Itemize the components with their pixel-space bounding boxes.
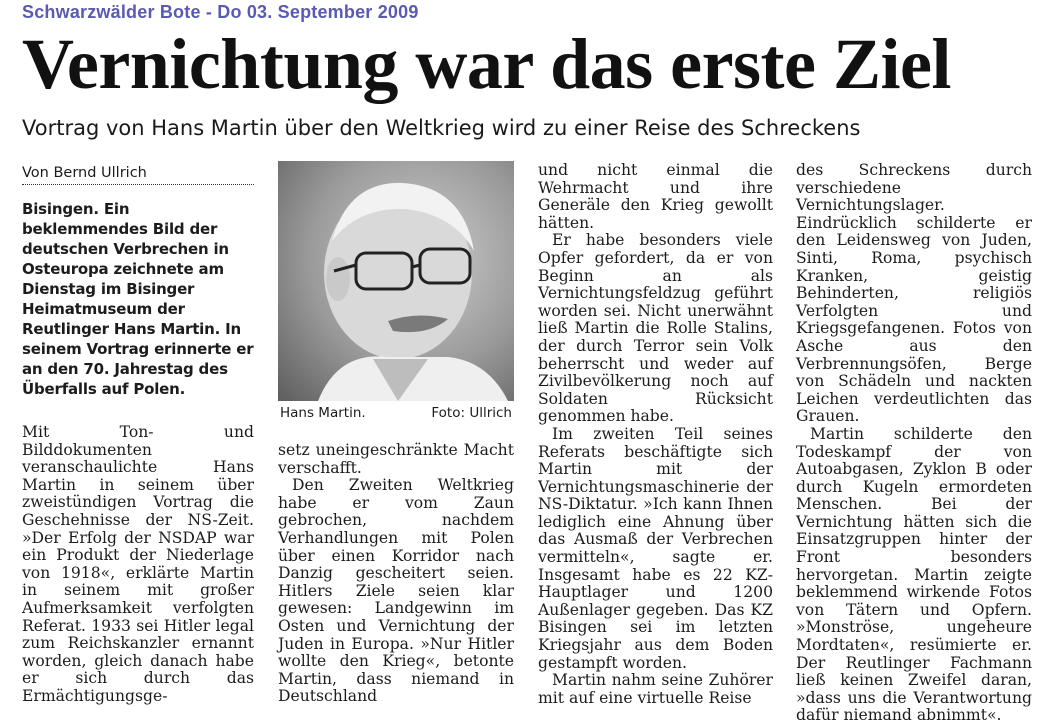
- caption-name: Hans Martin.: [280, 405, 366, 421]
- portrait-photo: [278, 161, 514, 401]
- byline: Von Bernd Ullrich: [22, 164, 254, 185]
- headline: Vernichtung war das erste Ziel: [22, 24, 951, 104]
- column-paragraph: Martin nahm seine Zuhörer mit auf eine virtuelle Reise: [538, 671, 773, 707]
- source-line: Schwarzwälder Bote - Do 03. September 2009: [22, 2, 419, 22]
- column-paragraph: setz uneingeschränkte Macht verschafft.: [278, 441, 514, 477]
- article-column-3: [538, 162, 773, 707]
- photo-caption: [280, 404, 512, 422]
- column-paragraph: des Schreckens durch verschiedene Vernichtungslager. Eindrücklich schilderte er den Leidensweg von Juden, Sinti, Roma, psychisch Kranken, geistig Behinderten, religiös Verfolgten und Kriegsgefangenen. Fotos von Asche aus den Verbrennungsöfen, Berge von Schädeln und nackten Leichen verdeutlichten das Grauen.: [796, 161, 1032, 426]
- column-paragraph: Martin schilderte den Todeskampf der von Autoabgasen, Zyklon B oder durch Kugeln ermordeten Menschen. Bei der Vernichtung hätten sich die Einsatzgruppen hinter der Front besonders hervorgetan. Martin zeigte beklemmend wirkende Fotos von Tätern und Opfern. »Monströse, ungeheure Mordtaten«, resümierte er. Der Reutlinger Fachmann ließ keinen Zweifel daran, »dass uns die Verantwortung dafür niemand abnimmt«.: [796, 424, 1032, 725]
- subheadline: Vortrag von Hans Martin über den Weltkrieg wird zu einer Reise des Schreckens: [22, 116, 861, 140]
- column-paragraph: Mit Ton- und Bilddokumenten veranschaulichte Hans Martin in seinem über zweistündigen Vortrag die Geschehnisse der NS-Zeit. »Der Erfolg der NSDAP war ein Produkt der Niederlage von 1918«, erklärte Martin in seinem mit großer Aufmerksamkeit verfolgten Referat. 1933 sei Hitler legal zum Reichskanzler ernannt worden, gleich danach habe er sich durch das Ermächtigungsge-: [22, 423, 254, 705]
- portrait-illustration: [278, 161, 514, 401]
- article-column-1: [22, 424, 254, 706]
- caption-credit: Foto: Ullrich: [431, 405, 512, 421]
- column-paragraph: Im zweiten Teil seines Referats beschäftigte sich Martin mit der Vernichtungsmaschinerie der NS-Diktatur. »Ich kann Ihnen lediglich eine Ahnung über das Ausmaß der Verbrechen vermitteln«, sagte er. Insgesamt habe es 22 KZ-Hauptlager und 1200 Außenlager gegeben. Das KZ Bisingen sei im letzten Kriegsjahr aus dem Boden gestampft worden.: [538, 424, 773, 672]
- article-column-2: [278, 442, 514, 706]
- lead-paragraph: Bisingen. Ein beklemmendes Bild der deutschen Verbrechen in Osteuropa zeichnete am Dienstag im Bisinger Heimatmuseum der Reutlinger Hans Martin. In seinem Vortrag erinnerte er an den 70. Jahrestag des Überfalls auf Polen.: [22, 200, 254, 398]
- column-paragraph: Er habe besonders viele Opfer gefordert, da er von Beginn an als Vernichtungsfeldzug geführt worden sei. Nicht unerwähnt ließ Martin die Rolle Stalins, der durch Terror sein Volk beherrscht und weder auf Zivilbevölkerung noch auf Soldaten Rücksicht genommen habe.: [538, 231, 773, 426]
- article-column-4: [796, 162, 1032, 725]
- column-paragraph: Den Zweiten Weltkrieg habe er vom Zaun gebrochen, nachdem Verhandlungen mit Polen über einen Korridor nach Danzig gescheitert seien. Hitlers Ziele seien klar gewesen: Landgewinn im Osten und Vernichtung der Juden in Europa. »Nur Hitler wollte den Krieg«, betonte Martin, dass niemand in Deutschland: [278, 476, 514, 706]
- column-paragraph: und nicht einmal die Wehrmacht und ihre Generäle den Krieg gewollt hätten.: [538, 161, 773, 232]
